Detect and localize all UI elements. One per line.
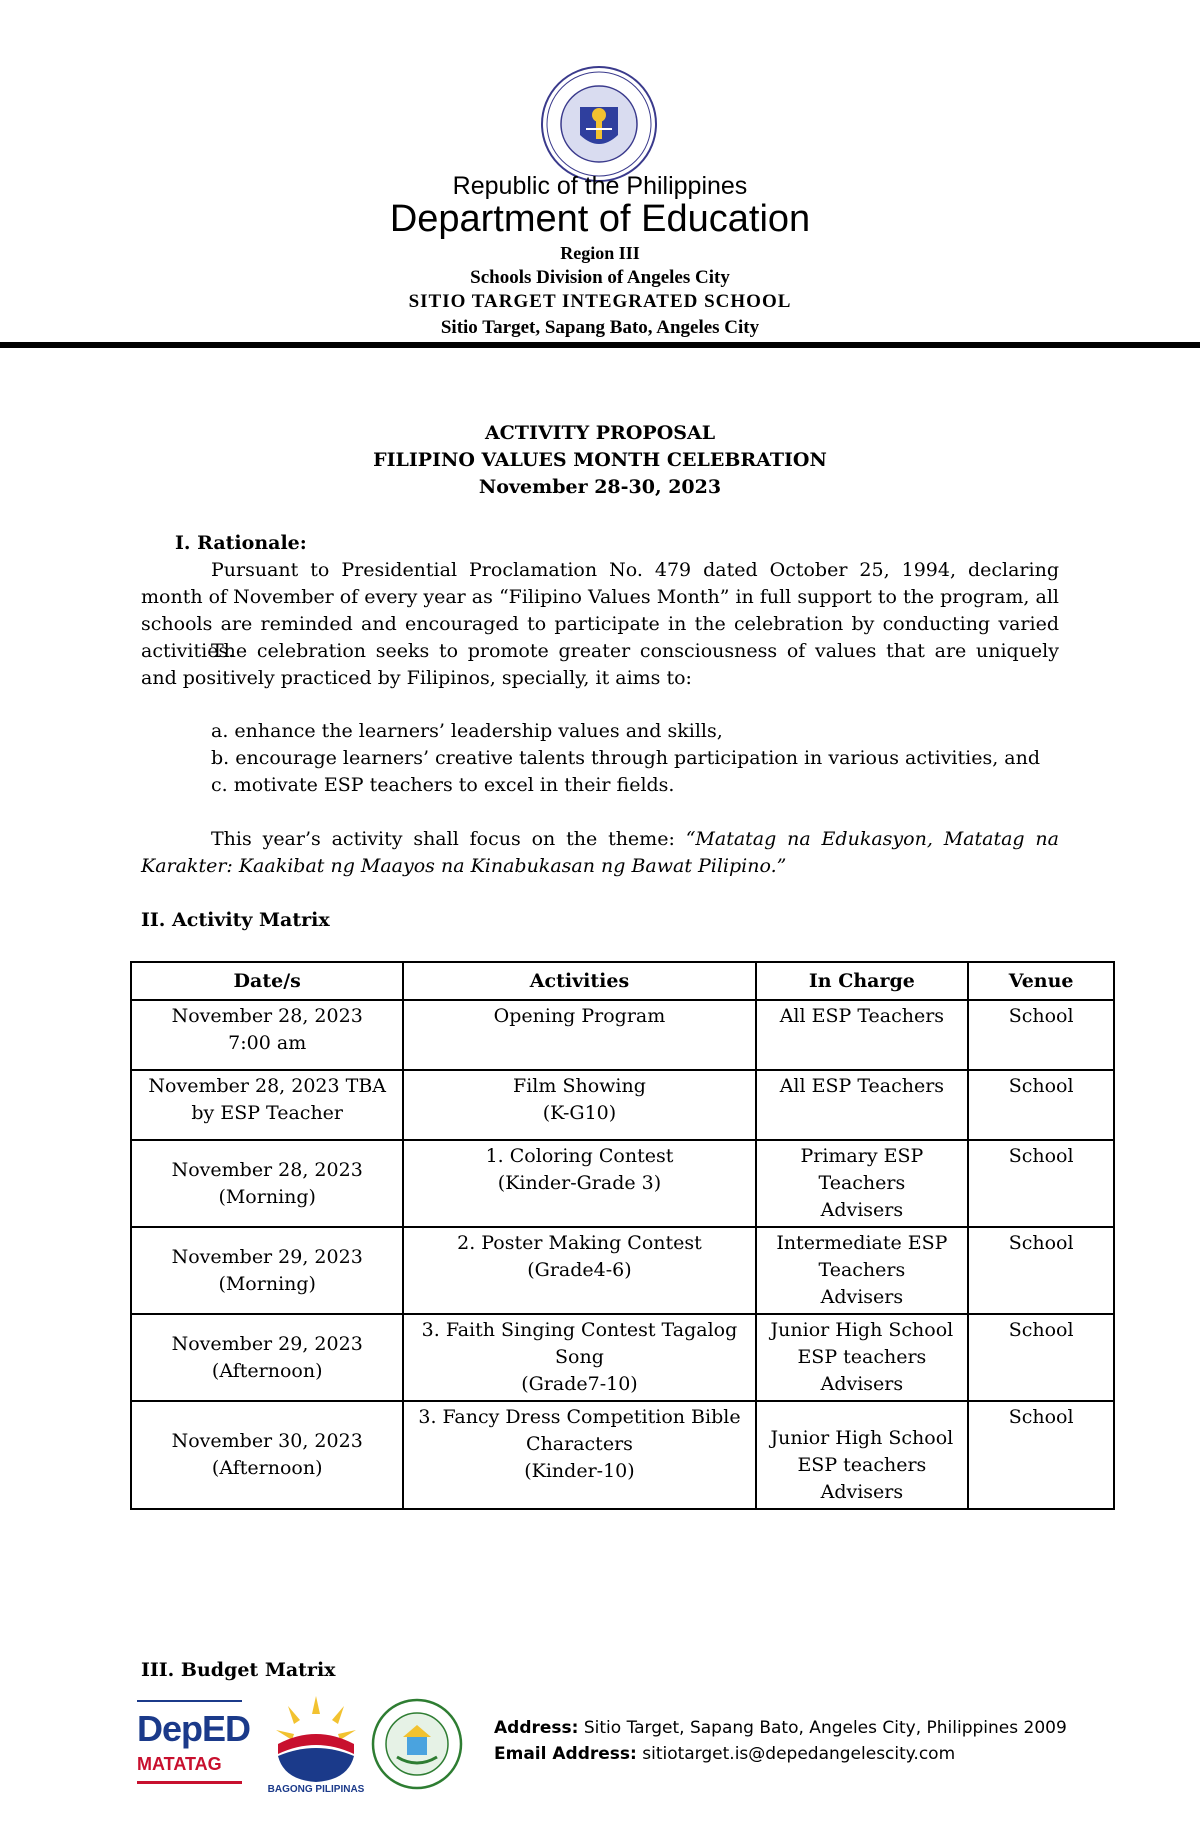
cell-line: Intermediate ESP: [776, 1232, 948, 1254]
address-label: Address:: [494, 1718, 579, 1738]
aim-item: c. motivate ESP teachers to excel in their fields.: [211, 774, 675, 796]
cell-line: Junior High School: [770, 1427, 954, 1449]
school-location: Sitio Target, Sapang Bato, Angeles City: [440, 317, 760, 338]
cell-line: (Kinder-10): [524, 1460, 635, 1482]
bagong-pilipinas-logo: [268, 1694, 364, 1794]
proposal-title: ACTIVITY PROPOSAL: [484, 422, 716, 444]
cell-line: Teachers: [818, 1172, 906, 1194]
date-cell: [131, 1140, 403, 1227]
activity-cell: [403, 1401, 755, 1509]
cell-line: Advisers: [820, 1481, 904, 1503]
cell-line: Advisers: [820, 1373, 904, 1395]
email-label: Email Address:: [494, 1744, 637, 1764]
theme-paragraph: [141, 826, 1059, 880]
venue-cell: School: [968, 1314, 1114, 1401]
cell-line: (Grade4-6): [527, 1259, 632, 1281]
cell-line: (Morning): [218, 1185, 316, 1208]
header-rule: [0, 342, 1200, 348]
date-cell: [131, 1227, 403, 1314]
cell-line: (Kinder-Grade 3): [497, 1172, 662, 1194]
budget-heading: III. Budget Matrix: [141, 1659, 336, 1681]
division-line: Schools Division of Angeles City: [470, 267, 730, 288]
cell-line: Song: [555, 1346, 604, 1368]
cell-line: 7:00 am: [228, 1032, 307, 1054]
cell-line: Advisers: [820, 1199, 904, 1221]
rationale-paragraph-1: Pursuant to Presidential Proclamation No. 479 dated October 25, 1994, declaring month of November of every year as “Filipino Values Month” in full support to the program, all schools are reminded and encouraged to participate in the celebration by conducting varied activities.: [141, 559, 1059, 662]
theme-intro: This year’s activity shall focus on the theme:: [211, 828, 675, 850]
cell-line: (Afternoon): [211, 1359, 323, 1382]
cell-line: November 28, 2023 TBA: [148, 1075, 386, 1097]
activity-cell: [403, 1140, 755, 1227]
address-value: Sitio Target, Sapang Bato, Angeles City, Philippines 2009: [583, 1718, 1067, 1738]
in-charge-cell: [756, 1401, 969, 1509]
activity-cell: [403, 1227, 755, 1314]
date-cell: [131, 1000, 403, 1070]
footer-email: [494, 1744, 955, 1764]
cell-line: (Afternoon): [211, 1457, 323, 1479]
deped-seal-logo: [540, 65, 658, 183]
table-row: [131, 1070, 1114, 1140]
column-header: Activities: [403, 962, 755, 1000]
cell-line: 3. Faith Singing Contest Tagalog: [421, 1319, 738, 1341]
aim-item: b. encourage learners’ creative talents through participation in various activities, and: [211, 747, 1041, 769]
cell-line: 2. Poster Making Contest: [457, 1232, 702, 1254]
cell-line: 3. Fancy Dress Competition Bible: [418, 1406, 741, 1428]
cell-line: Junior High School: [770, 1319, 954, 1341]
bagong-pilipinas-text: BAGONG PILIPINAS: [268, 1784, 364, 1794]
footer-address: [494, 1718, 1067, 1738]
deped-matatag-logo: [137, 1700, 251, 1798]
cell-line: (Morning): [218, 1272, 316, 1295]
table-header-row: [131, 962, 1114, 1000]
column-header: Date/s: [131, 962, 403, 1000]
school-name: SITIO TARGET INTEGRATED SCHOOL: [408, 291, 792, 312]
celebration-dates: November 28-30, 2023: [478, 476, 722, 498]
in-charge-cell: [756, 1070, 969, 1140]
celebration-title: FILIPINO VALUES MONTH CELEBRATION: [373, 449, 827, 471]
department-name: Department of Education: [389, 198, 811, 240]
table-row: [131, 1227, 1114, 1314]
cell-line: Characters: [526, 1433, 633, 1455]
table-row: [131, 1401, 1114, 1509]
cell-line: 1. Coloring Contest: [485, 1145, 674, 1167]
rationale-paragraph-2: The celebration seeks to promote greater consciousness of values that are uniquely and positively practiced by Filipinos, specially, it aims to:: [141, 640, 1059, 689]
in-charge-cell: [756, 1000, 969, 1070]
cell-line: November 28, 2023: [171, 1158, 363, 1181]
in-charge-cell: [756, 1314, 969, 1401]
matatag-logo-text: MATATAG: [137, 1754, 222, 1774]
table-row: [131, 1314, 1114, 1401]
activity-cell: [403, 1314, 755, 1401]
venue-cell: School: [968, 1000, 1114, 1070]
region-line: Region III: [560, 243, 640, 263]
cell-line: Primary ESP: [800, 1145, 924, 1167]
matrix-heading: II. Activity Matrix: [141, 909, 330, 931]
email-value: sitiotarget.is@depedangelescity.com: [642, 1744, 956, 1764]
school-seal-logo: [371, 1697, 463, 1791]
cell-line: November 28, 2023: [171, 1005, 363, 1027]
aim-item: a. enhance the learners’ leadership values and skills,: [211, 720, 723, 742]
venue-cell: School: [968, 1401, 1114, 1509]
venue-cell: School: [968, 1070, 1114, 1140]
column-header: In Charge: [756, 962, 969, 1000]
cell-line: November 29, 2023: [171, 1332, 363, 1355]
cell-line: All ESP Teachers: [779, 1005, 945, 1027]
column-header: Venue: [968, 962, 1114, 1000]
theme-text: “Matatag na Edukasyon, Matatag na Karakter: Kaakibat ng Maayos na Kinabukasan ng Bawat Pilipino.”: [141, 828, 1059, 877]
rationale-heading: I. Rationale:: [175, 532, 307, 554]
cell-line: by ESP Teacher: [191, 1102, 344, 1124]
date-cell: [131, 1314, 403, 1401]
deped-logo-text: DepED: [137, 1708, 251, 1749]
cell-line: All ESP Teachers: [779, 1075, 945, 1097]
table-row: [131, 1000, 1114, 1070]
activity-matrix-table: [130, 961, 1115, 1510]
activity-cell: [403, 1070, 755, 1140]
cell-line: ESP teachers: [797, 1346, 927, 1368]
in-charge-cell: [756, 1140, 969, 1227]
in-charge-cell: [756, 1227, 969, 1314]
republic-line: Republic of the Philippines: [452, 172, 748, 200]
cell-line: (Grade7-10): [521, 1373, 638, 1395]
venue-cell: School: [968, 1140, 1114, 1227]
cell-line: November 29, 2023: [171, 1245, 363, 1268]
venue-cell: School: [968, 1227, 1114, 1314]
cell-line: Opening Program: [493, 1005, 666, 1027]
date-cell: [131, 1401, 403, 1509]
date-cell: [131, 1070, 403, 1140]
cell-line: November 30, 2023: [171, 1430, 363, 1452]
cell-line: Teachers: [818, 1259, 906, 1281]
cell-line: ESP teachers: [797, 1454, 927, 1476]
table-row: [131, 1140, 1114, 1227]
cell-line: (K-G10): [542, 1102, 617, 1124]
cell-line: Film Showing: [513, 1075, 646, 1097]
activity-cell: [403, 1000, 755, 1070]
cell-line: Advisers: [820, 1286, 904, 1308]
